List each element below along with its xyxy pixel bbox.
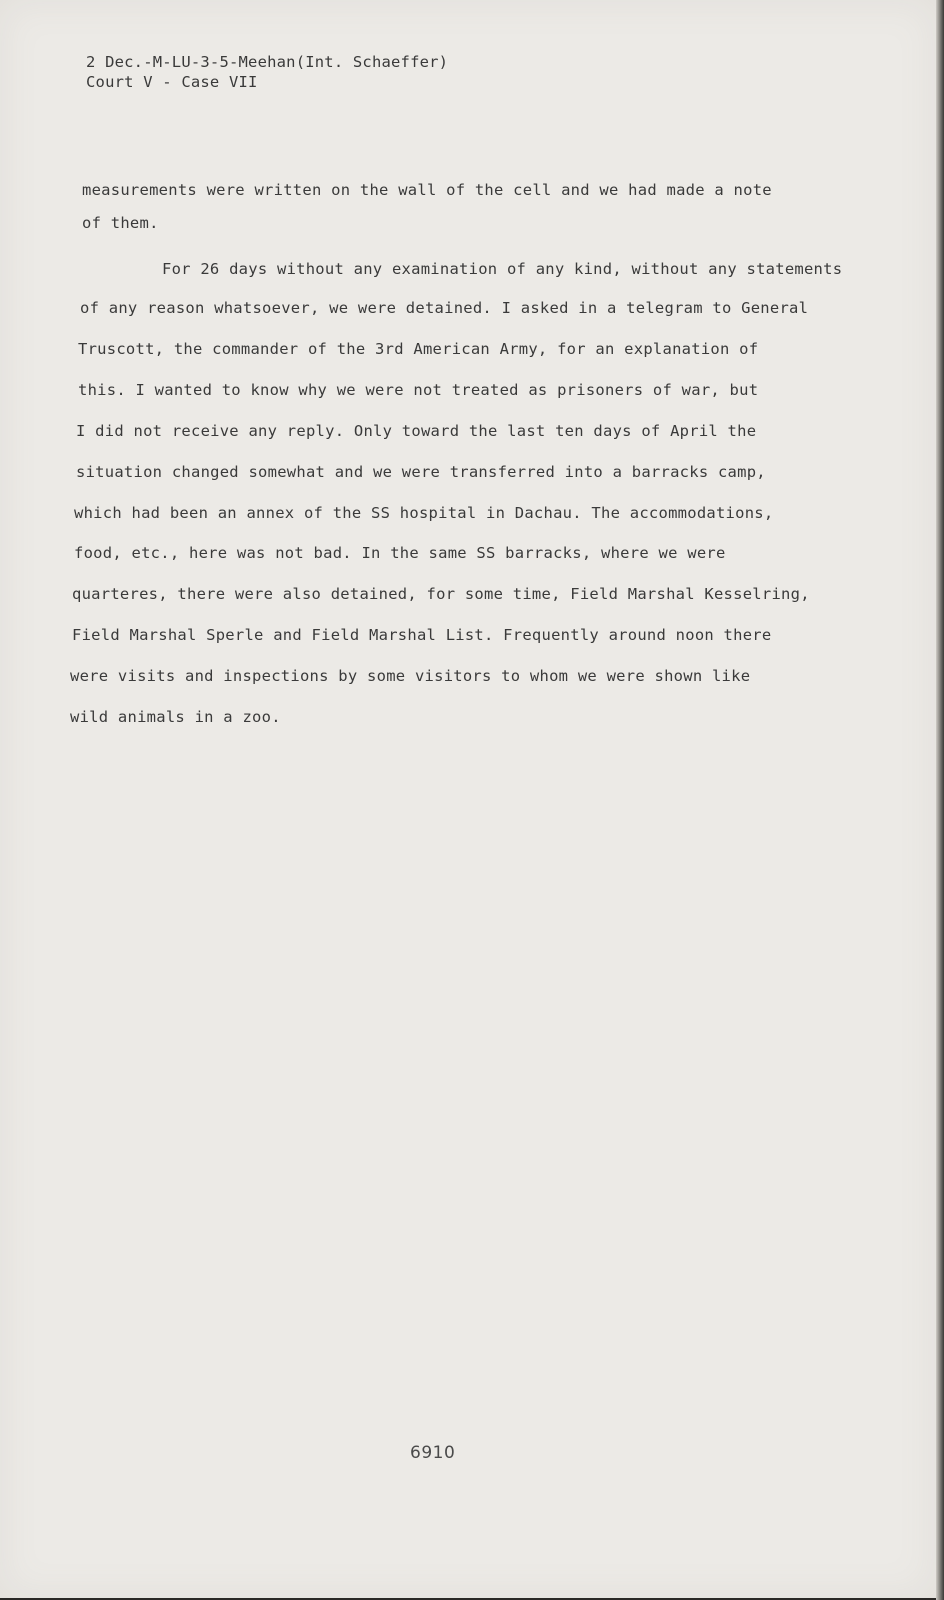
header-reference-line: 2 Dec.-M-LU-3-5-Meehan(Int. Schaeffer) [86,53,449,71]
text-line: quarteres, there were also detained, for some time, Field Marshal Kesselring, [72,585,810,603]
text-line: Truscott, the commander of the 3rd American Army, for an explanation of [78,340,759,358]
text-line: of them. [82,214,159,232]
header-court-line: Court V - Case VII [86,73,258,91]
text-line: were visits and inspections by some visitors to whom we were shown like [70,667,751,685]
text-line: wild animals in a zoo. [70,708,281,726]
page-number: 6910 [410,1443,456,1463]
text-line: For 26 days without any examination of any kind, without any statements [162,260,843,278]
text-line: Field Marshal Sperle and Field Marshal List. Frequently around noon there [72,626,772,644]
text-line: which had been an annex of the SS hospital in Dachau. The accommodations, [74,504,774,522]
text-line: measurements were written on the wall of the cell and we had made a note [82,181,772,199]
scan-edge-shadow [936,0,944,1600]
text-line: I did not receive any reply. Only toward the last ten days of April the [76,422,757,440]
text-line: situation changed somewhat and we were transferred into a barracks camp, [76,463,766,481]
text-line: of any reason whatsoever, we were detained. I asked in a telegram to General [80,299,809,317]
text-line: food, etc., here was not bad. In the same SS barracks, where we were [74,544,726,562]
text-line: this. I wanted to know why we were not treated as prisoners of war, but [78,381,759,399]
